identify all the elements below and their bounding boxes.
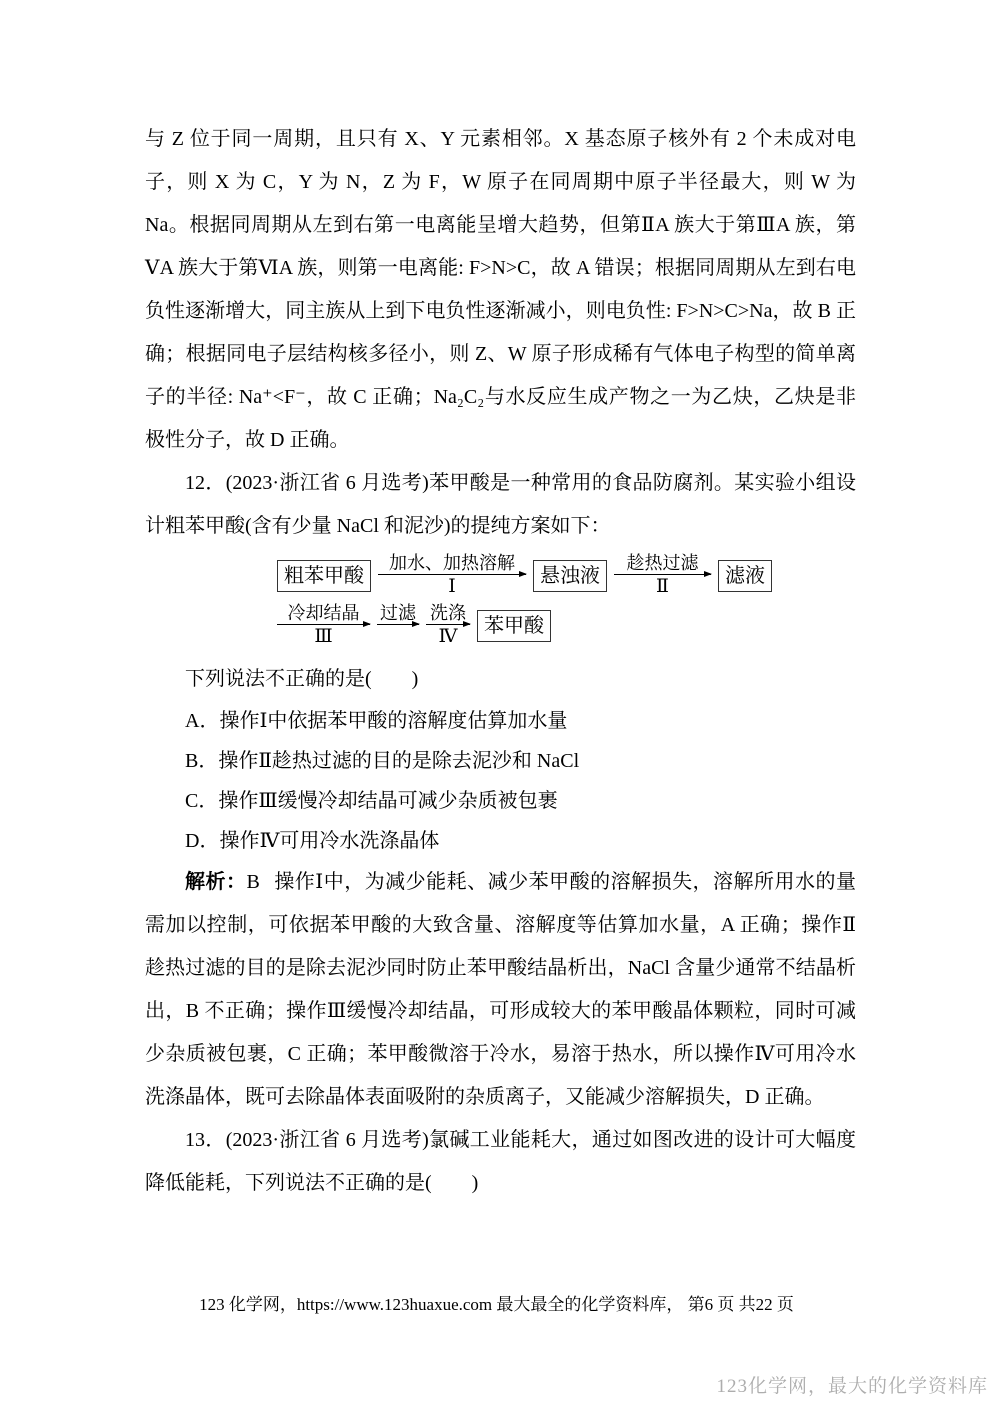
q13-stem: 13．(2023·浙江省 6 月选考)氯碱工业能耗大，通过如图改进的设计可大幅度降低能耗，下列说法不正确的是( ) [145, 1129, 856, 1194]
right-arrow-icon [378, 574, 526, 575]
flow-arrow-step-2-label: 趁热过滤 [626, 553, 699, 573]
right-arrow-icon [426, 624, 470, 625]
q12-analysis [145, 861, 856, 1119]
analysis-answer: B [246, 871, 260, 893]
flow-node-suspension: 悬浊液 [533, 560, 607, 592]
flow-arrow-step-5 [426, 603, 470, 649]
flow-arrow-step-2 [614, 553, 711, 599]
q12-option-c: C．操作Ⅲ缓慢冷却结晶可减少杂质被包裹 [185, 790, 558, 812]
analysis-label: 解析： [185, 871, 247, 893]
flowchart-row-1 [277, 553, 856, 599]
flow-arrow-step-3 [277, 603, 370, 649]
flow-arrow-step-1-numeral: Ⅰ [448, 576, 456, 597]
flow-node-benzoic-acid: 苯甲酸 [477, 610, 551, 642]
q12-option-d: D．操作Ⅳ可用冷水洗涤晶体 [185, 830, 440, 852]
right-arrow-icon [614, 574, 711, 575]
flow-arrow-step-3-numeral: Ⅲ [314, 626, 333, 647]
right-arrow-icon [377, 624, 419, 625]
site-watermark: 123化学网，最大的化学资料库 [716, 1376, 988, 1397]
flowchart-row-2 [277, 603, 856, 649]
analysis-body: 操作Ⅰ中，为减少能耗、减少苯甲酸的溶解损失，溶解所用水的量需加以控制，可依据苯甲酸的大致含量、溶解度等估算加水量，A 正确；操作Ⅱ趁热过滤的目的是除去泥沙同时防止苯甲酸结晶析出，NaCl 含量少通常不结晶析出，B 不正确；操作Ⅲ缓慢冷却结晶，可形成较大的苯甲酸晶体颗粒，同时可减少杂质被包裹，C 正确；苯甲酸微溶于冷水，易溶于热水，所以操作Ⅳ可用冷水洗涤晶体，既可去除晶体表面吸附的杂质离子，又能减少溶解损失，D 正确。 [145, 871, 857, 1108]
flow-node-crude-benzoic-acid: 粗苯甲酸 [277, 560, 371, 592]
q12-prompt: 下列说法不正确的是( ) [185, 668, 419, 690]
flow-node-filtrate: 滤液 [718, 560, 772, 592]
flow-arrow-step-5-label: 洗涤 [430, 603, 466, 623]
q11-analysis-text: 与 Z 位于同一周期，且只有 X、Y 元素相邻。X 基态原子核外有 2 个未成对电子，则 X 为 C，Y 为 N，Z 为 F，W 原子在同周期中原子半径最大，则 W 为 Na。根据同周期从左到右第一电离能呈增大趋势，但第ⅡA 族大于第ⅢA 族，第ⅤA 族大于第ⅥA 族，则第一电离能: F>N>C，故 A 错误；根据同周期从左到右电负性逐渐增大，同主族从上到下电负性逐渐减小，则电负性: F>N>C>Na，故 B 正确；根据同电子层结构核多径小，则 Z、W 原子形成稀有气体电子构型的简单离子的半径: Na⁺<F⁻，故 C 正确；Na₂C₂与水反应生成产物之一为乙炔，乙炔是非极性分子，故 D 正确。 [145, 128, 856, 451]
flow-arrow-step-4-label: 过滤 [380, 603, 416, 623]
q12-stem: 12．(2023·浙江省 6 月选考)苯甲酸是一种常用的食品防腐剂。某实验小组设计粗苯甲酸(含有少量 NaCl 和泥沙)的提纯方案如下： [145, 472, 856, 537]
page-content [145, 118, 856, 1205]
flow-arrow-step-1-label: 加水、加热溶解 [389, 553, 515, 573]
flow-arrow-step-4 [377, 603, 419, 649]
flow-arrow-step-1 [378, 553, 526, 599]
flow-arrow-step-3-label: 冷却结晶 [287, 603, 360, 623]
right-arrow-icon [277, 624, 370, 625]
flow-arrow-step-5-numeral: Ⅳ [438, 626, 458, 647]
page-footer: 123 化学网，https://www.123huaxue.com 最大最全的化学资料库， 第6 页 共22 页 [199, 1295, 794, 1314]
flow-arrow-step-2-numeral: Ⅱ [656, 576, 669, 597]
purification-flowchart [277, 553, 856, 649]
q12-option-b: B．操作Ⅱ趁热过滤的目的是除去泥沙和 NaCl [185, 750, 580, 772]
q12-option-a: A．操作Ⅰ中依据苯甲酸的溶解度估算加水量 [185, 710, 568, 732]
